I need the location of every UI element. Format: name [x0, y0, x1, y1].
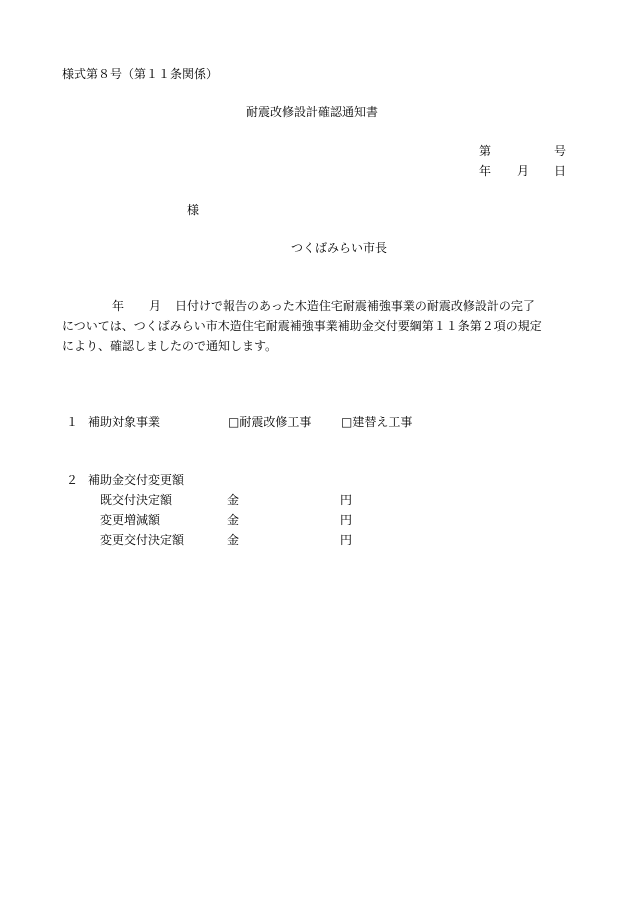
date-day: 日	[554, 164, 567, 178]
issuer: つくばみらい市長	[291, 241, 388, 255]
date-year: 年	[479, 164, 492, 178]
row-revised-unit: 円	[340, 533, 353, 547]
body-line-2: については、つくばみらい市木造住宅耐震補強事業補助金交付要綱第１１条第２項の規定	[62, 319, 542, 333]
body-line-1: 日付けで報告のあった木造住宅耐震補強事業の耐震改修設計の完了	[175, 299, 535, 313]
row-change-prefix: 金	[227, 513, 240, 527]
item1-label: 補助対象事業	[88, 415, 161, 429]
row-change-unit: 円	[340, 513, 353, 527]
row-existing-unit: 円	[340, 493, 353, 507]
row-revised-label: 変更交付決定額	[100, 533, 185, 547]
item1-option-seismic-retrofit: □耐震改修工事	[228, 415, 312, 429]
item1-option-rebuild: □建替え工事	[341, 415, 413, 429]
item2-label: 補助金交付変更額	[88, 473, 185, 487]
form-number: 様式第８号（第１１条関係）	[62, 67, 219, 81]
row-existing-label: 既交付決定額	[100, 493, 173, 507]
document-title: 耐震改修設計確認通知書	[246, 105, 379, 119]
date-month: 月	[517, 164, 530, 178]
body-line-3: により、確認しましたので通知します。	[62, 339, 278, 353]
row-existing-prefix: 金	[227, 493, 240, 507]
body-month: 月	[149, 299, 162, 313]
item1-number: １	[66, 415, 79, 429]
row-change-label: 変更増減額	[100, 513, 161, 527]
doc-number-dai: 第	[479, 144, 492, 158]
doc-number-go: 号	[554, 144, 567, 158]
body-year: 年	[112, 299, 125, 313]
item2-number: ２	[66, 473, 79, 487]
row-revised-prefix: 金	[227, 533, 240, 547]
recipient-suffix: 様	[187, 203, 200, 217]
